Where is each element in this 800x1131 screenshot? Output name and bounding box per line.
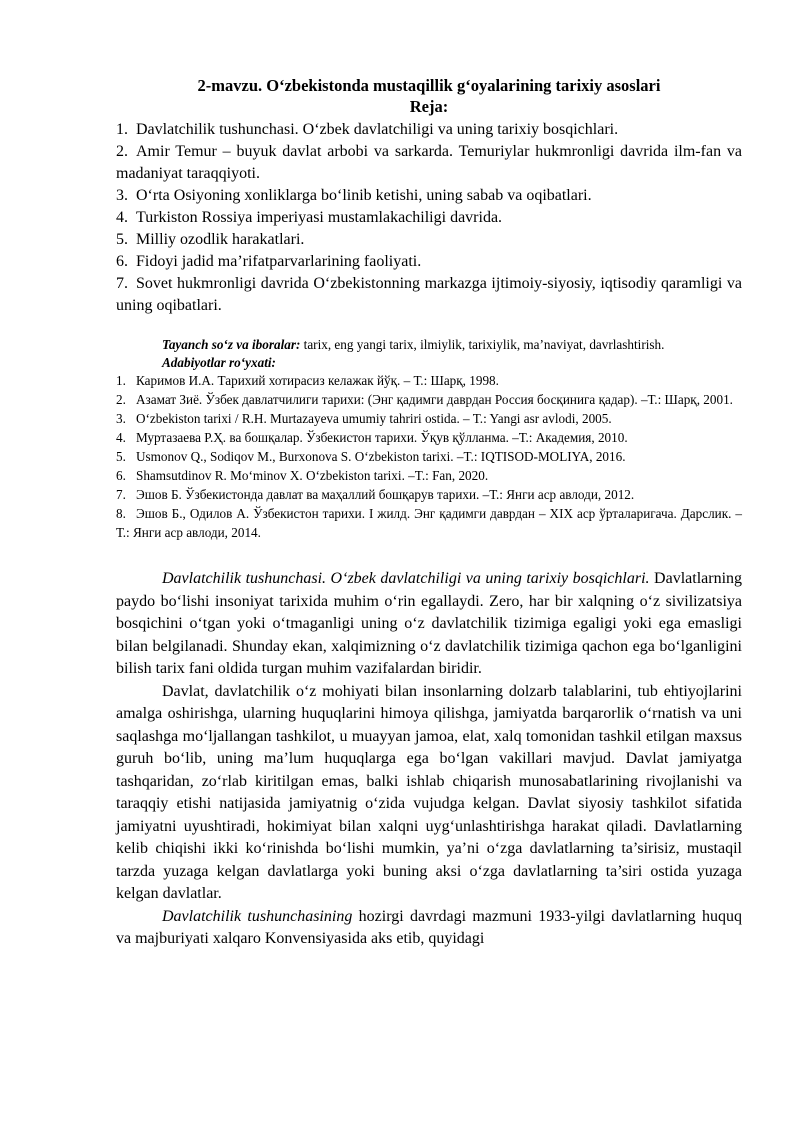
plan-item-number: 2. bbox=[116, 143, 128, 160]
page-title: 2-mavzu. O‘zbekistonda mustaqillik g‘oyalarining tarixiy asoslari bbox=[197, 76, 661, 95]
literature-item-text: Shamsutdinov R. Mo‘minov X. O‘zbekiston tarixi. –T.: Fan, 2020. bbox=[136, 468, 489, 483]
literature-item bbox=[116, 466, 742, 485]
plan-item-text: Davlatchilik tushunchasi. O‘zbek davlatchiligi va uning tarixiy bosqichlari. bbox=[136, 121, 619, 138]
page-content bbox=[116, 75, 742, 951]
literature-item-text: Муртазаева Р.Ҳ. ва бошқалар. Ўзбекистон тарихи. Ўқув қўлланма. –Т.: Академия, 2010. bbox=[136, 430, 628, 445]
literature-item-number: 7. bbox=[116, 487, 126, 502]
section-heading-inline: Davlatchilik tushunchasi. O‘zbek davlatchiligi va uning tarixiy bosqichlari. bbox=[162, 570, 650, 587]
literature-item-number: 5. bbox=[116, 449, 126, 464]
plan-item-number: 7. bbox=[116, 275, 128, 292]
plan-item-text: Fidoyi jadid ma’rifatparvarlarining faoliyati. bbox=[136, 253, 422, 270]
literature-item bbox=[116, 447, 742, 466]
literature-list bbox=[116, 371, 742, 542]
plan-item-text: Amir Temur – buyuk davlat arbobi va sarkarda. Temuriylar hukmronligi davrida ilm-fan va madaniyat taraqqiyoti. bbox=[116, 143, 742, 182]
body-paragraph bbox=[116, 568, 742, 681]
plan-item-text: Sovet hukmronligi davrida O‘zbekistonning markazga ijtimoiy-siyosiy, iqtisodiy qaramligi va uning oqibatlari. bbox=[116, 275, 742, 314]
literature-item bbox=[116, 409, 742, 428]
plan-heading: Reja: bbox=[409, 97, 449, 116]
paragraph-text: Davlatlarning paydo bo‘lishi insoniyat tarixida muhim o‘rin egallaydi. Zero, har bir xalqning o‘z sivilizatsiya bosqichini o‘tgan yoki o‘tmaganligi uning o‘z davlatchilik tizimiga egaligi yoki ega emasligi bilan belgilanadi. Shunday ekan, xalqimizning o‘z davlatchilik tizimiga qachon ega bo‘lganligini bilish tarix fani oldida turgan muhim vazifalardan biridir. bbox=[116, 570, 743, 677]
keywords-paragraph bbox=[116, 335, 742, 354]
spacer bbox=[116, 317, 742, 335]
plan-item bbox=[116, 207, 742, 229]
literature-item-text: O‘zbekiston tarixi / R.H. Murtazayeva umumiy tahriri ostida. – T.: Yangi asr avlodi, 2005. bbox=[136, 411, 612, 426]
literature-item bbox=[116, 485, 742, 504]
literature-item-text: Азамат Зиё. Ўзбек давлатчилиги тарихи: (Энг қадимги даврдан Россия босқинига қадар). –Т.: Шарқ, 2001. bbox=[136, 392, 733, 407]
literature-item bbox=[116, 371, 742, 390]
literature-item-number: 8. bbox=[116, 506, 126, 521]
plan-item-text: Turkiston Rossiya imperiyasi mustamlakachiligi davrida. bbox=[136, 209, 503, 226]
plan-list bbox=[116, 119, 742, 317]
literature-item bbox=[116, 390, 742, 409]
literature-item-number: 2. bbox=[116, 392, 126, 407]
plan-item-number: 5. bbox=[116, 231, 128, 248]
plan-item bbox=[116, 251, 742, 273]
body-paragraph bbox=[116, 906, 742, 951]
plan-item-number: 1. bbox=[116, 121, 128, 138]
literature-item-number: 6. bbox=[116, 468, 126, 483]
plan-item bbox=[116, 141, 742, 185]
literature-item bbox=[116, 504, 742, 542]
literature-item-text: Usmonov Q., Sodiqov M., Burxonova S. O‘zbekiston tarixi. –T.: IQTISOD-MOLIYA, 2016. bbox=[136, 449, 626, 464]
plan-item-number: 6. bbox=[116, 253, 128, 270]
term-italic: Davlatchilik tushunchasining bbox=[162, 907, 353, 925]
plan-item bbox=[116, 185, 742, 207]
keywords-label: Tayanch so‘z va iboralar: bbox=[162, 337, 301, 352]
literature-item-number: 3. bbox=[116, 411, 126, 426]
plan-item bbox=[116, 273, 742, 317]
spacer bbox=[116, 542, 742, 568]
paragraph-text: Davlat, davlatchilik o‘z mohiyati bilan insonlarning dolzarb talablarini, tub ehtiyojlarini amalga oshirishga, ularning huquqlarini himoya qilishga, jamiyatda barqarorlik o‘rnatish va uni saqlashga mo‘ljallangan tashkilot, u muayyan jamoa, elat, xalq tomonidan tashkil etilgan maxsus guruh bo‘lib, uning ma’lum huquqlarga ega bo‘lgan vakillari mavjud. Davlat jamiyatga tashqaridan, zo‘rlab kiritilgan emas, balki ishlab chiqarish munosabatlarining rivojlanishi va taraqqiy etishi natijasida jamiyatnig o‘zida vujudga kelgan. Davlat siyosiy tashkilot sifatida jamiyatni uyushtiradi, hokimiyat bilan xalqni uyg‘unlashtirishga harakat qiladi. Davlatlarning kelib chiqishi ikki ko‘rinishda bo‘lishi mumkin, ya’ni o‘zga davlatlarning ta’sirisiz, mustaqil tarzda yuzaga kelgan davlatlarga yoki buning aksi o‘zga davlatlarning ta’siri ostida yuzaga kelgan davlatlar. bbox=[116, 682, 742, 902]
literature-item-text: Эшов Б. Ўзбекистонда давлат ва маҳаллий бошқарув тарихи. –Т.: Янги аср авлоди, 2012. bbox=[136, 487, 635, 502]
paragraph-text: hozirgi davrdagi mazmuni 1933-yilgi davlatlarning huquq va majburiyati xalqaro Konvensiyasida aks etib, quyidagi bbox=[116, 907, 743, 947]
keywords-text: tarix, eng yangi tarix, ilmiylik, tarixiylik, ma’naviyat, davrlashtirish. bbox=[300, 337, 665, 352]
literature-item bbox=[116, 428, 742, 447]
literature-item-text: Эшов Б., Одилов А. Ўзбекистон тарихи. I жилд. Энг қадимги даврдан – XIX аср ўрталаригача. Дарслик. – Т.: Янги аср авлоди, 2014. bbox=[116, 506, 742, 540]
plan-item-number: 3. bbox=[116, 187, 128, 204]
plan-item bbox=[116, 119, 742, 141]
literature-heading: Adabiyotlar ro‘yxati: bbox=[162, 355, 276, 370]
plan-item-text: Milliy ozodlik harakatlari. bbox=[136, 231, 305, 248]
plan-item-number: 4. bbox=[116, 209, 128, 226]
literature-item-text: Каримов И.А. Тарихий хотирасиз келажак йўқ. – Т.: Шарқ, 1998. bbox=[136, 373, 499, 388]
plan-item-text: O‘rta Osiyoning xonliklarga bo‘linib ketishi, uning sabab va oqibatlari. bbox=[136, 187, 592, 204]
literature-item-number: 1. bbox=[116, 373, 126, 388]
plan-item bbox=[116, 229, 742, 251]
literature-item-number: 4. bbox=[116, 430, 126, 445]
body-paragraph bbox=[116, 681, 742, 906]
